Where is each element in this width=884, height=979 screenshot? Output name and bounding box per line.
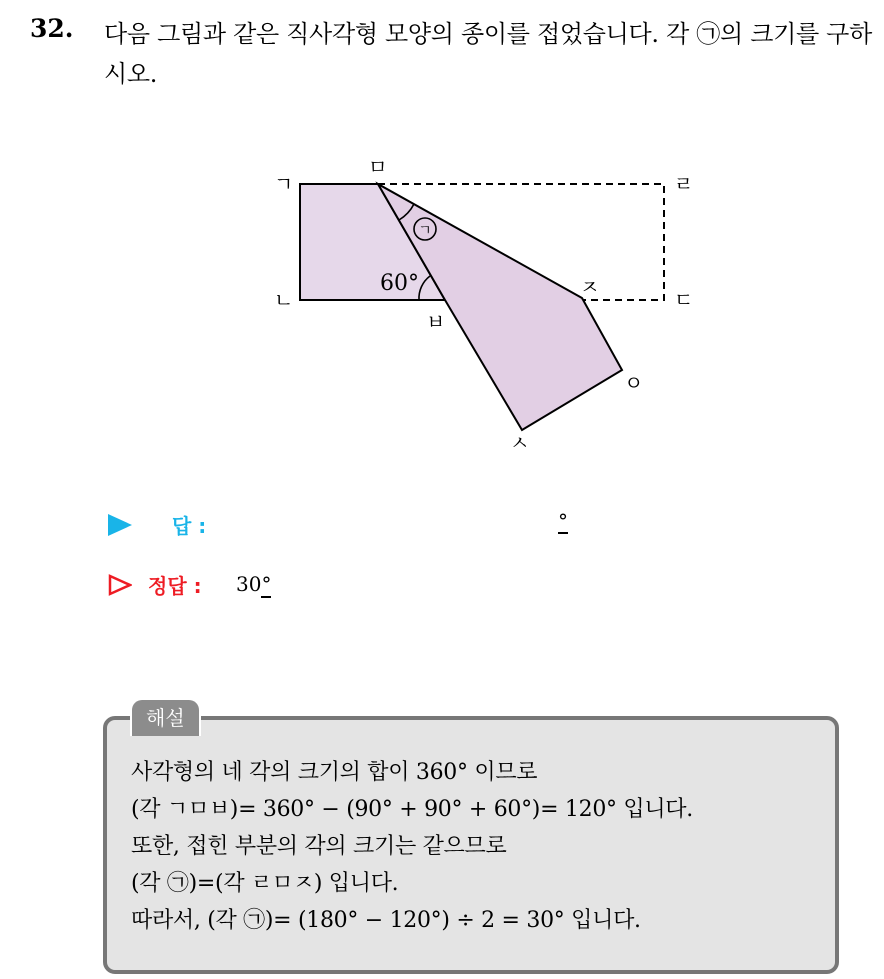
vertex-label-nieun: ㄴ [274,288,294,312]
solution-line: (각 ㉠)=(각 ㄹㅁㅈ) 입니다. [131,871,399,896]
answer-label: 답 : [172,514,207,538]
correct-answer-label: 정답 : [148,574,202,598]
circled-label: ㄱ [418,223,432,239]
vertex-label-jieut: ㅈ [580,275,600,299]
solution-line: 따라서, (각 ㉠)= (180° − 120°) ÷ 2 = 30° 입니다. [131,908,641,933]
correct-answer-unit: ° [261,572,272,596]
vertex-label-siot: ㅅ [510,431,530,455]
play-triangle-icon [108,514,132,536]
vertex-label-ieung: ㅇ [624,371,644,395]
angle-60-label: 60° [380,271,419,296]
correct-answer-number: 30 [236,572,262,596]
solution-box [103,716,839,974]
question-text: 다음 그림과 같은 직사각형 모양의 종이를 접었습니다. 각 ㉠의 크기를 구하시오. [104,20,872,88]
solution-tab: 해설 [130,698,201,736]
question-number: 32. [30,14,74,43]
vertex-label-rieul: ㄹ [674,172,694,196]
folded-flap [378,184,622,430]
vertex-label-mieum: ㅁ [368,155,388,179]
figure-svg [262,150,702,460]
vertex-label-digeut: ㄷ [674,288,694,312]
vertex-label-bieup: ㅂ [426,310,446,334]
correct-answer-value [236,572,271,596]
solution-line: 또한, 접힌 부분의 각의 크기는 같으므로 [131,834,507,859]
folded-rectangle-figure [262,150,702,460]
vertex-label-giyeok: ㄱ [274,172,294,196]
solution-line: 사각형의 네 각의 크기의 합이 360° 이므로 [131,760,538,785]
solution-lines [131,754,693,939]
answer-blank-degree[interactable]: ° [558,509,568,533]
outline-triangle-icon [108,574,132,596]
solution-line: (각 ㄱㅁㅂ)= 360° − (90° + 90° + 60°)= 120° 입니다. [131,797,693,822]
